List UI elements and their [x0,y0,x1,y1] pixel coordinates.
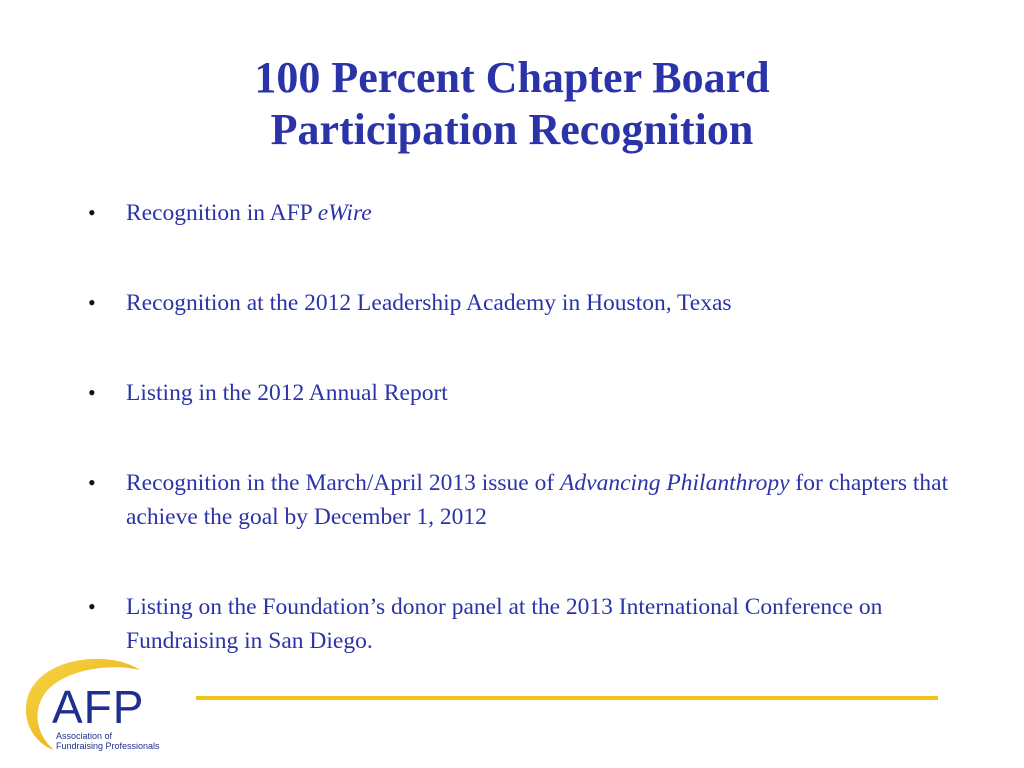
bullet-text: Recognition in AFP [126,200,318,226]
bullet-text: Recognition in the March/April 2013 issue of [126,470,561,496]
gold-divider-line [196,696,938,700]
bullet-after-text: for chapters that achieve the goal by December 1, 2012 [126,470,949,530]
afp-logo-subtitle-line-2: Fundraising Professionals [56,741,160,751]
bullet-marker: • [88,380,96,405]
bullet-italic-text: Advancing Philanthropy [560,470,790,496]
bullet-text: Listing on the Foundation’s donor panel at the 2013 International Conference on Fundraising in San Diego. [126,594,883,654]
bullet-text: Listing in the 2012 Annual Report [126,380,448,406]
bullet-marker: • [88,290,96,315]
bullet-marker: • [88,470,96,495]
afp-logo-text: AFP [52,681,145,733]
afp-logo-subtitle-line-1: Association of [56,731,113,741]
bullet-italic-text: eWire [317,200,372,226]
slide-title-line-2: Participation Recognition [270,105,754,154]
bullet-item-ewire [88,196,968,230]
slide-title-line-1: 100 Percent Chapter Board [254,53,770,102]
bullet-marker: • [88,200,96,225]
bullet-item-annual-report [88,376,968,410]
bullet-marker: • [88,594,96,619]
bullet-text: Recognition at the 2012 Leadership Academy in Houston, Texas [126,290,732,316]
afp-logo-subtitle [56,731,160,751]
bullet-list [88,196,968,714]
slide-title [0,52,1024,156]
bullet-item-advancing-philanthropy [88,466,968,534]
bullet-item-leadership-academy [88,286,968,320]
bullet-item-donor-panel [88,590,968,658]
